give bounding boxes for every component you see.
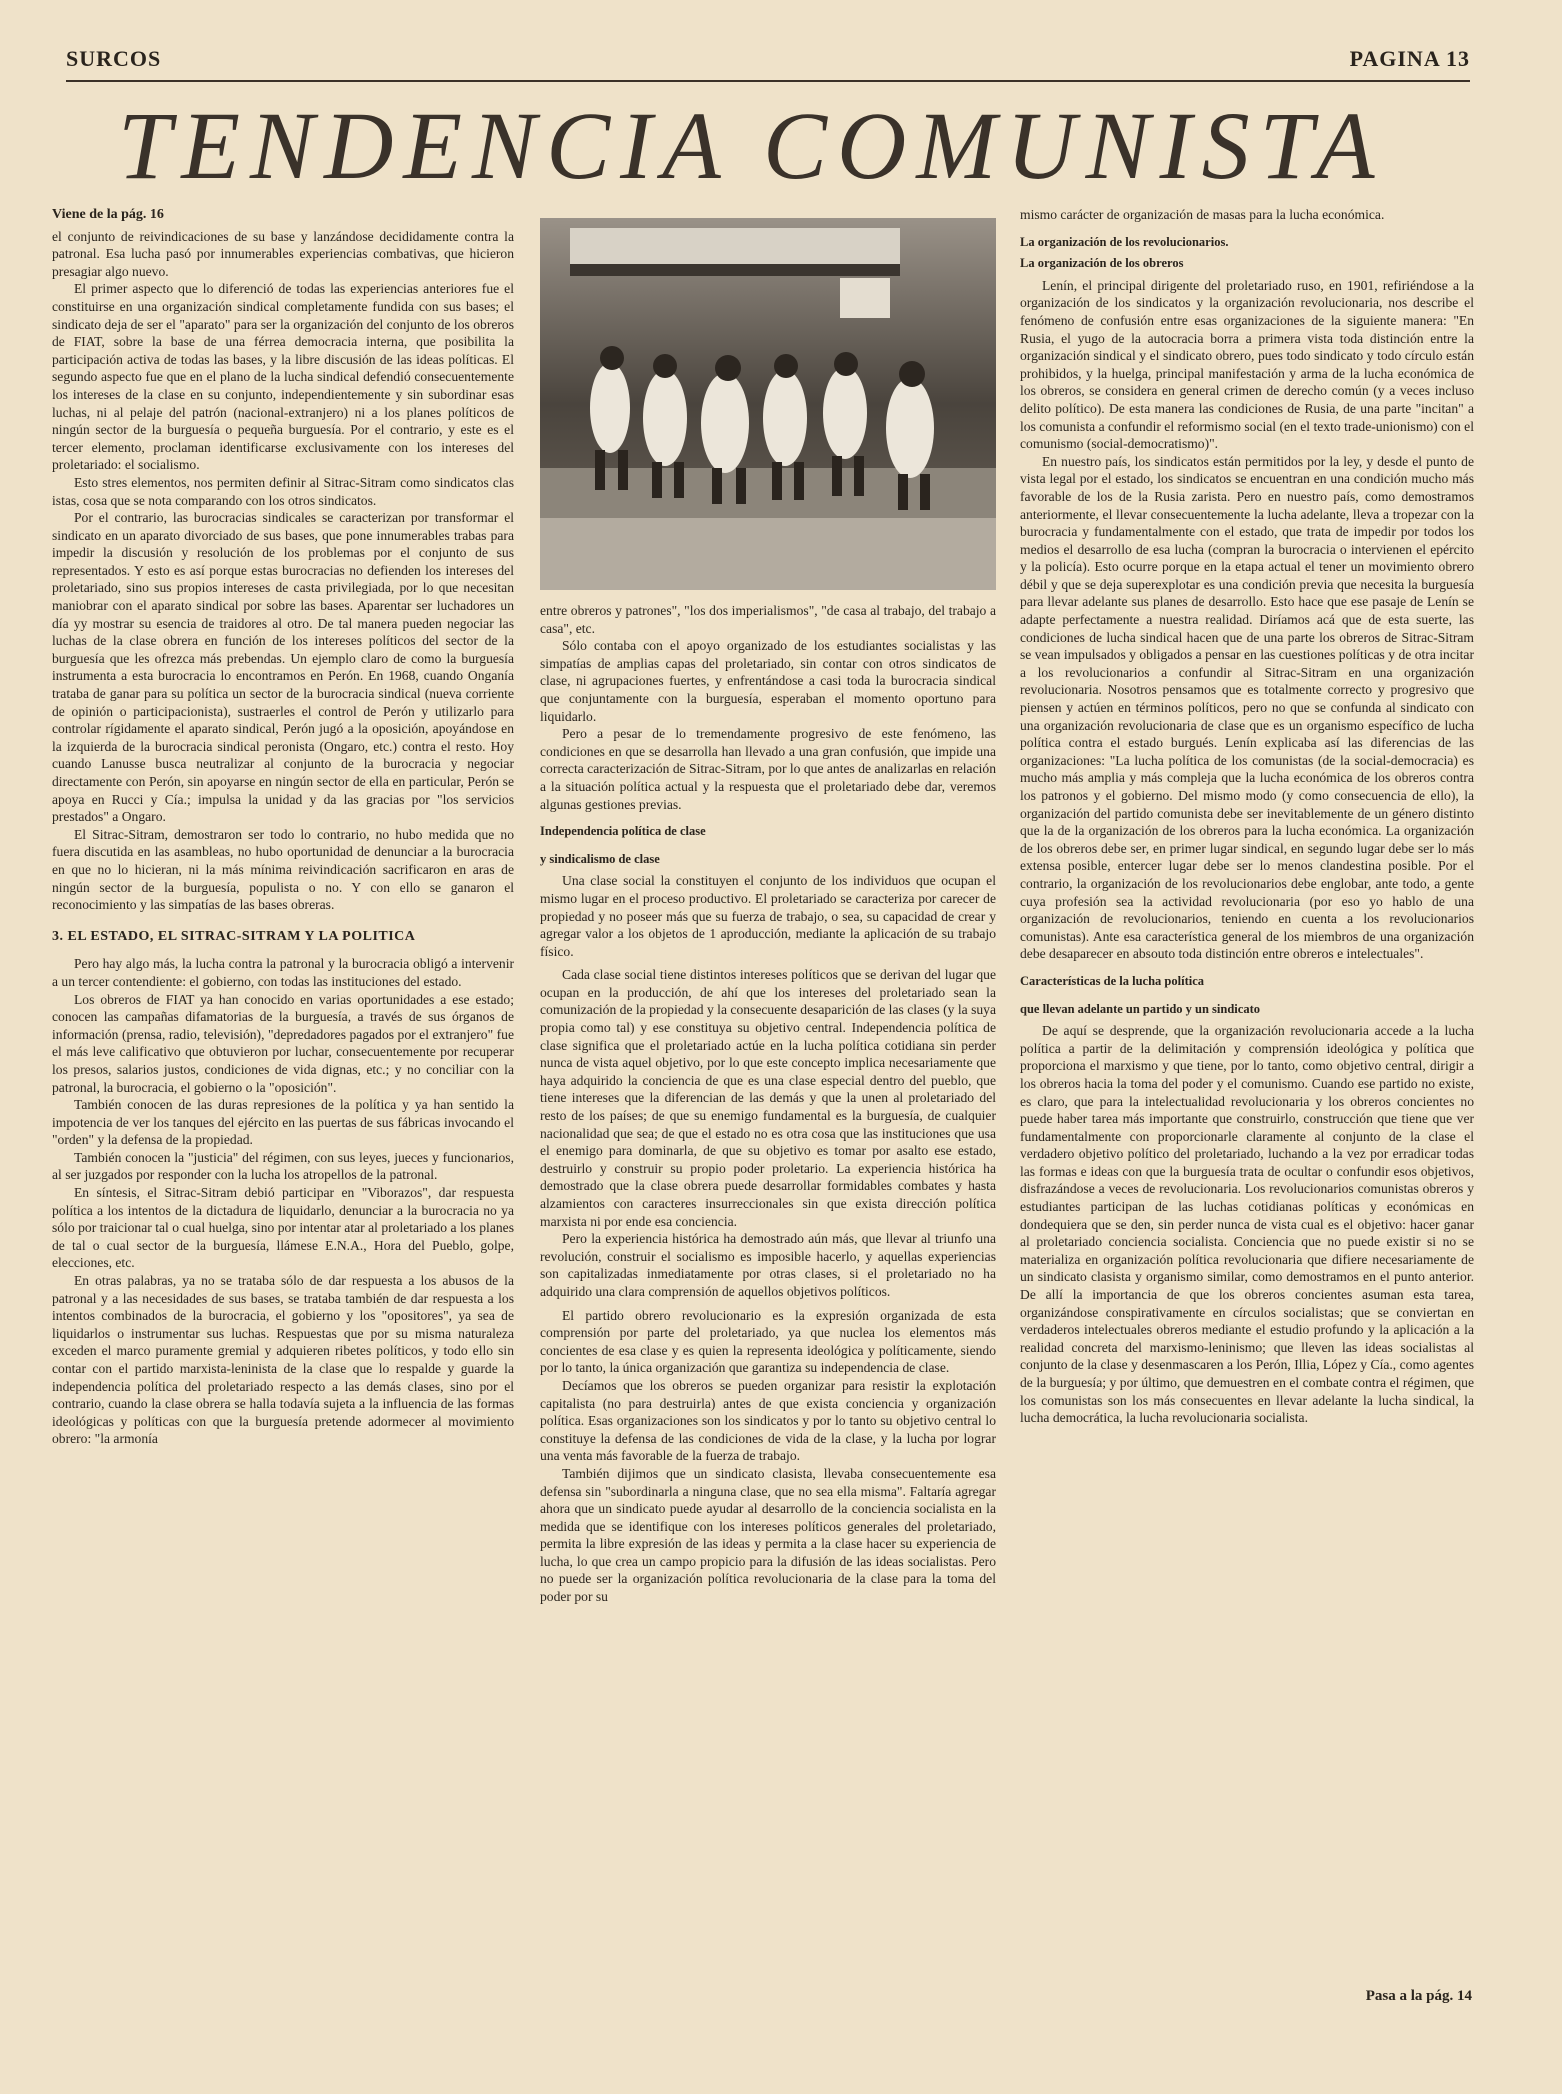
paragraph: Los obreros de FIAT ya han conocido en varias oportunidades a ese estado; conocen las campañas difamatorias de la burguesía, a través de sus órganos de información (prensa, radio, televisión), "depredadores pagados por el extranjero" fue el más leve calificativo que obtuvieron por luchar, consecuentemente por recuperar los presos, salarios justos, condiciones de vida dignas, etc.; y no conciliar con la patronal, la burocracia, el gobierno o la "oposición". [52,991,514,1095]
subheading: y sindicalismo de clase [540,851,660,866]
publication-name: SURCOS [66,46,162,71]
paragraph: También conocen de las duras represiones de la política y ya han sentido la impotencia de ver los tanques del ejército en las puertas de sus fábricas invocando el "orden" y la defensa de la propiedad. [52,1097,514,1148]
paragraph: Sólo contaba con el apoyo organizado de los estudiantes socialistas y las simpatías de amplias capas del proletariado, sin contar con otros sindicatos de clase, ni agrupaciones fuertes, y enfrentándose a casi toda la burocracia sindical que conjuntamente con la burguesía, esperaban el momento oportuno para liquidarlo. [540,638,996,724]
subheading: La organización de los obreros [1020,256,1184,271]
subheading: que llevan adelante un partido y un sindicato [1020,1001,1260,1016]
paragraph: Decíamos que los obreros se pueden organizar para resistir la explotación capitalista (no para destruirla) antes de que exista conciencia y organización política. Esas organizaciones son los sindicatos y por lo tanto su objetivo central lo constituye la defensa de las condiciones de vida de la clase, y la lucha por lograr una venta más favorable de la fuerza de trabajo. [540,1377,996,1464]
photo-illustration [540,218,996,590]
continued-from: Viene de la pág. 16 [52,207,164,222]
paragraph: También conocen la "justicia" del régimen, con sus leyes, jueces y funcionarios, al ser juzgados por responder con la lucha los atropellos de la patronal. [52,1149,514,1183]
paragraph: Una clase social la constituyen el conjunto de los individuos que ocupan el mismo lugar en el proceso productivo. El proletariado se caracteriza por carecer de propiedad y no poseer más que su fuerza de trabajo, o sea, su capacidad de crear y agregar valor a los objetos de 1 aproducción, mediante la aplicación de su trabajo físico. [540,873,996,959]
news-photo [540,218,996,590]
paragraph: En síntesis, el Sitrac-Sitram debió participar en "Viborazos", dar respuesta política a los intentos de la dictadura de liquidarlo, denunciar a la burocracia no ya sólo por traicionar tal o cual huelga, sino por intentar atar al proletariado a los planes de tal o cual sector de la burguesía, llámese E.N.A., Hora del Pueblo, golpe, elecciones, etc. [52,1185,514,1271]
paragraph: mismo carácter de organización de masas para la lucha económica. [1020,207,1385,222]
subheading: Características de la lucha política [1020,973,1204,988]
paragraph: Pero a pesar de lo tremendamente progresivo de este fenómeno, las condiciones en que se desarrolla han llevado a una gran confusión, que impide una correcta caracterización de Sitrac-Sitram, por lo que antes de analizarlas en relación a la situación política actual y la respuesta que el proletariado debe dar, veremos algunas gestiones previas. [540,726,996,812]
paragraph: En nuestro país, los sindicatos están permitidos por la ley, y desde el punto de vista legal por el estado, los sindicatos se encuentran en una condición mucho más favorable de los de la Rusia zarista. Pero en nuestro país, como demostramos anteriormente, el llevar consecuentemente la lucha adelante, lleva a tropezar con la burocracia y fundamentalmente con el estado, que trata de impedir por todos los medios el desarrollo de esa lucha (compran la burocracia o intervienen el epército y la policía). Esto ocurre porque en la etapa actual el tener un movimiento obrero débil y que se deja superexplotar es una condición previa que necesita la burguesía para llevar adelante sus planes de desarrollo. Esto hace que ese pasaje de Lenín se adapte perfectamente a nuestra realidad. Diríamos acá que de esta suerte, las condiciones de lucha sindical hacen que de una parte los obreros de Sitrac-Sitram se vean impulsados y obligados a pensar en las cuestiones políticas y de otra incitar a los revolucionarios a confundir al Sitrac-Sitram en una organización revolucionaria. Nosotros pensamos que es totalmente correcto y progresivo que piensen y actúen en términos políticos, pero no que se confunda al sindicato con una organización revolucionaria de clase que es un organismo específico de lucha política contra el estado burgués. Lenín explicaba así las diferencias de las organizaciones: "La lucha política de los comunistas (de la social-democracia) es mucho más amplia y más compleja que la lucha económica de los obreros contra los patronos y el gobierno. Del mismo modo (y como consecuencia de ello), la organización del partido comunista debe ser inevitablemente de un género distinto que la de la organización de los obreros para la lucha económica. La organización de los obreros debe ser, en primer lugar sindical, en segundo lugar debe ser lo más extensa posible, entercer lugar debe ser lo menos clandestina posible. Por el contrario, la organización de los revolucionarios debe englobar, ante todo, a gente cuya profesión sea la actividad revolucionaria (por eso yo hablo de una organización de revolucionarios, teniendo en cuenta a los revolucionarios comunistas). Ante esa característica general de los miembros de una organización debe desaparecer en absouto toda distinción entre obreros e intelectuales". [1020,453,1474,962]
paragraph: El partido obrero revolucionario es la expresión organizada de esta comprensión por parte del proletariado, ya que nuclea los elementos más concientes de esa clase y es quien la representa ideológica y políticamente, siendo por lo tanto, la única organización que garantiza su independencia de clase. [540,1307,996,1376]
column-2 [540,602,996,1606]
continued-on: Pasa a la pág. 14 [1365,1988,1472,2004]
column-3 [1020,206,1474,1427]
column-1 [52,206,514,1448]
paragraph: En otras palabras, ya no se trataba sólo de dar respuesta a los abusos de la patronal y a las necesidades de sus bases, se trataba también de dar respuesta a los intentos combinados de la burocracia, el gobierno y los "opositores", ya sea de liquidarlos o instrumentar sus luchas. Respuestas que por su misma naturaleza exceden el marco puramente gremial y adquieren ribetes políticos, y todo ello sin contar con el partido marxista-leninista de la clase que lo respalde y guarde la independencia política del proletariado respecto a las demás clases, sino por el contrario, cuando la clase obrera se halla todavía sujeta a la influencia de las formas ideológicas y políticas con que la burguesía pretende adormecer al movimiento obrero: "la armonía [52,1273,514,1447]
subheading: La organización de los revolucionarios. [1020,234,1229,249]
paragraph: El primer aspecto que lo diferenció de todas las experiencias anteriores fue el constituirse en una organización sindical completamente fundida con sus bases; el sindicato deja de ser el "aparato" para ser la organización del conjunto de los obreros de FIAT, sobre la base de una férrea democracia interna, que posibilita la participación activa de todas las bases, y la libre discusión de las ideas políticas. El segundo aspecto fue que en el plano de la lucha sindical defendió consecuentemente los intereses de la clase en su conjunto, independientemente y sin subordinar esas luchas, ni al pelaje del patrón (nacional-extranjero) ni a los planes políticos de ningún sector de la burguesía o pequeña burguesía. Por el contrario, y este es el tercer elemento, proclaman identificarse exclusivamente con los intereses del proletariado: el socialismo. [52,281,514,473]
paragraph: el conjunto de reivindicaciones de su base y lanzándose decididamente contra la patronal. Esa lucha pasó por innumerables experiencias combativas, que hicieron presagiar algo nuevo. [52,228,514,279]
subheading: Independencia política de clase [540,824,706,839]
headline: TENDENCIA COMUNISTA [118,92,1385,199]
section-heading: 3. EL ESTADO, EL SITRAC-SITRAM Y LA POLITICA [52,928,416,944]
paragraph: Cada clase social tiene distintos intereses políticos que se derivan del lugar que ocupan en la producción, de ahí que los intereses del proletariado sean la comunización de la propiedad y la consecuente desaparición de las clases (y la suya propia como tal) y ese constituya su objetivo central. Independencia política de clase significa que el proletariado actúe en la lucha política cotidiana sin perder nunca de vista aquel objetivo, por lo que este concepto implica necesariamente que haya adquirido la conciencia de que es una clase especial dentro del pueblo, que tiene intereses que la diferencian de las demás y que la unen al proletariado del resto de los países; de que su enemigo fundamental es la burguesía, de cualquier nacionalidad que sea; de que el estado no es otra cosa que las instituciones que usa el enemigo para dominarla, de que su objetivo es tomar por asalto ese estado, destruirlo y construir su propio poder proletario. La experiencia histórica ha demostrado que la clase obrera puede desarrollar formidables combates y hasta alzamientos con caracteres insurreccionales sin que exista dirección política marxista ni por ende esa conciencia. [540,967,996,1229]
paragraph: De aquí se desprende, que la organización revolucionaria accede a la lucha política a partir de la delimitación y comprensión ideológica y política que proporciona el marxismo y que tiene, por lo tanto, como objetivo central, dirigir a los obreros hacia la toma del poder y el comunismo. Cuando ese partido no existe, es claro, que para la intelectualidad revolucionaria y los obreros concientes no puede haber tarea más importante que construirlo, construcción que tiene que ver fundamentalmente con proporcionarle claramente al conjunto de la clase el verdadero objetivo político del proletariado, luchando a la vez por erradicar todas las formas e ideas con que la burguesía trata de ocultar o confundir esos objetivos, disfrazándose a veces de revolucionaria. Los revolucionarios comunistas obreros y estudiantes participan de las luchas cotidianas políticas y económicas en dondequiera que se den, sin perder nunca de vista cual es el objetivo: hacer ganar al proletariado conciencia socialista. Conciencia que no puede existir si no se materializa en organización política revolucionaria que difiere necesariamente de un sindicato clasista y organismo similar, como demostramos en el punto anterior. De allí la importancia de que los obreros concientes asuman esta tarea, organizándose conspirativamente en círculos socialistas; que se conviertan en verdaderos intelectuales obreros mediante el estudio profundo y la aplicación a la realidad concreta del marxismo-leninismo; que lleven las ideas socialistas al conjunto de la clase y desenmascaren a los Perón, Illia, López y Cía., como agentes de la burguesía; y por último, que demuestren en el combate contra el régimen, que los comunistas son los más consecuentes en llevar adelante la lucha sindical, la lucha democrática, la lucha revolucionaria socialista. [1020,1023,1474,1426]
paragraph: Esto stres elementos, nos permiten definir al Sitrac-Sitram como sindicatos clas istas, cosa que se nota comparando con los otros sindicatos. [52,474,514,508]
paragraph: También dijimos que un sindicato clasista, llevaba consecuentemente esa defensa sin "subordinarla a ninguna clase, que no sea ella misma". Faltaría agregar ahora que un sindicato puede ayudar al desarrollo de la conciencia socialista en la medida que se identifique con los intereses políticos generales del proletariado, permita la libre expresión de las ideas y permita a la clase hacer su experiencia de lucha, lo que crea un campo propicio para la difusión de las ideas socialistas. Pero no puede ser la organización política revolucionaria de la clase para la toma del poder por su [540,1465,996,1605]
paragraph: El Sitrac-Sitram, demostraron ser todo lo contrario, no hubo medida que no fuera discutida en las asambleas, no hubo oportunidad de denunciar a la burocracia en que no lo hicieran, ni la más mínima reivindicación sacrificaron en aras de ningún sector de la burguesía, populista o no. Y con ello se ganaron el reconocimiento y las simpatías de las bases obreras. [52,826,514,913]
paragraph: Por el contrario, las burocracias sindicales se caracterizan por transformar el sindicato en un aparato divorciado de sus bases, que pone innumerables trabas para impedir la discusión y resolución de los problemas por el conjunto de sus representados. Y esto es así porque estas burocracias no defienden los intereses del proletariado, sino sus propios intereses de casta privilegiada, por lo que necesitan maniobrar con el aparato sindical por sobre las bases. Aparentar ser luchadores un día yy mostrar su esencia de traidores al otro. De tal manera pueden negociar las luchas de la clase obrera en función de los intereses políticos del sector de la burguesía que les ofrezca más prebendas. Un ejemplo claro de como la burguesía instrumenta a esta burocracia lo encontramos en Perón. En 1968, cuando Onganía trataba de ganar para su política un sector de la burocracia sindical (nueva corriente de opinión o participacionista), sustraerles el control de Perón y utilizarlo para controlar rígidamente el aparato sindical, Perón jugó a la oposición, apoyándose en la izquierda de la burocracia sindical peronista (Ongaro, etc.) contra el resto. Hoy cuando Lanusse busca neutralizar al conjunto de la burocracia y negociar directamente con Perón, sin apoyarse en ningún sector de ella en particular, Perón se apoya en Rucci y Cía.; impulsa la unidad y da las gracias por "los servicios prestados" a Ongaro. [52,510,514,825]
page-number: PAGINA 13 [1349,46,1470,71]
paragraph: Pero la experiencia histórica ha demostrado aún más, que llevar al triunfo una revolución, construir el socialismo es imposible hacerlo, y aquellas experiencias son capitalizadas inmediatamente por otras clases, si el proletariado no ha adquirido una clara comprensión de aquellos objetivos políticos. [540,1231,996,1299]
paragraph: Pero hay algo más, la lucha contra la patronal y la burocracia obligó a intervenir a un tercer contendiente: el gobierno, con todas las instituciones del estado. [52,956,514,989]
paragraph: Lenín, el principal dirigente del proletariado ruso, en 1901, refiriéndose a la organización de los sindicatos y la organización revolucionaria, nos describe el fenómeno de confusión entre esas organizaciones de la siguiente manera: "En Rusia, el yugo de la autocracia borra a primera vista toda distinción entre la organización sindical y el sindicato obrero, pues todo sindicato y todo círculo están prohibidos, y la huelga, principal manifestación y arma de la lucha económica de los obreros, se considera en general crimen de derecho común (y a veces incluso delito político). De esta manera las condiciones de Rusia, de una parte "incitan" a los comunista a confundir el reformismo social (en el texto trade-unionismo) con el comunismo (social-democratismo)". [1020,277,1474,452]
page-header [66,44,1470,82]
paragraph: entre obreros y patrones", "los dos imperialismos", "de casa al trabajo, del trabajo a casa", etc. [540,603,996,636]
